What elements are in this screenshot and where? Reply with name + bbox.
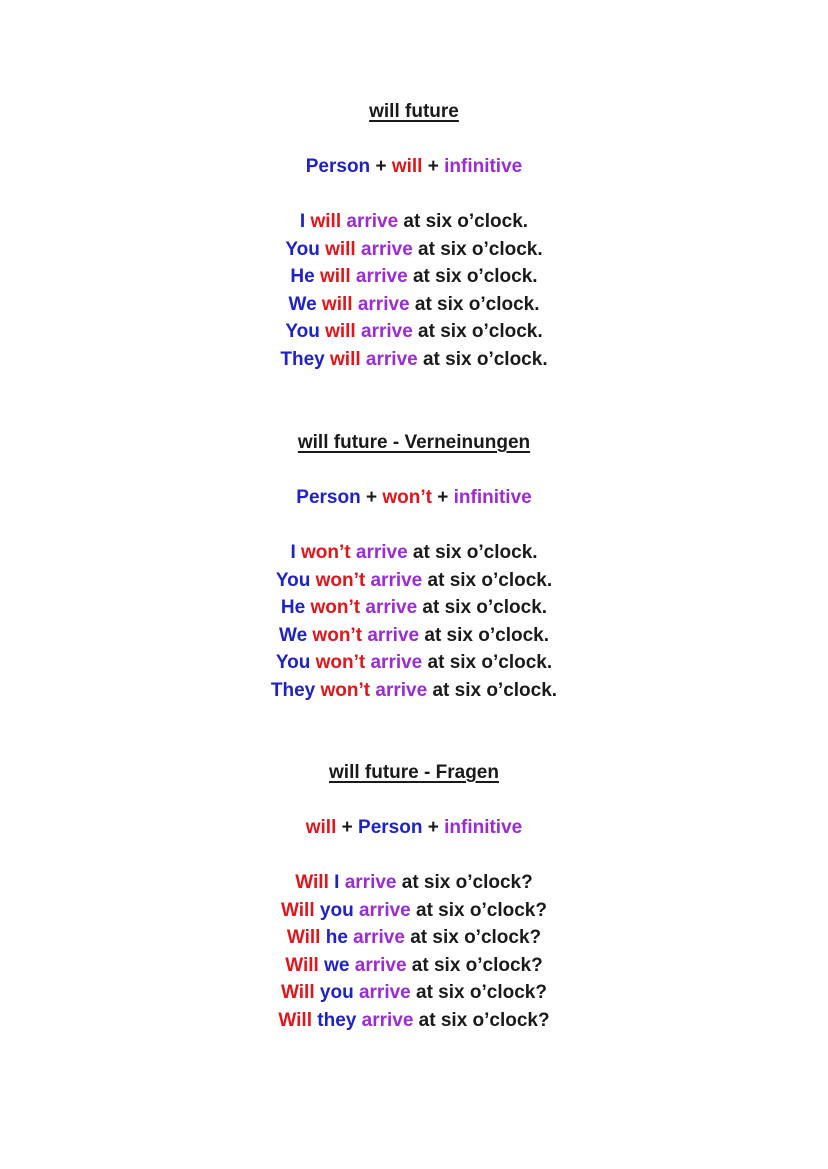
formula-line <box>0 817 828 839</box>
formula-segment: won’t <box>382 487 432 508</box>
section-heading: will future <box>369 101 459 122</box>
sentence-part: They <box>270 679 316 701</box>
sentence-part: arrive <box>356 1009 414 1031</box>
formula-segment: + <box>422 817 445 838</box>
sentence-part: He <box>290 266 315 287</box>
example-sentence <box>0 927 828 955</box>
example-sentence <box>0 211 828 239</box>
formula-segment: infinitive <box>453 487 532 508</box>
sentence-part: Will <box>286 927 321 948</box>
section-heading: will future - Verneinungen <box>297 432 531 453</box>
sentence-part: at six o’clock. <box>427 679 558 701</box>
formula-segment: + <box>422 156 445 177</box>
formula-line <box>0 487 828 509</box>
sentence-part: at six o’clock. <box>407 266 538 287</box>
formula-segment: infinitive <box>444 156 523 177</box>
sentence-part: arrive <box>365 652 423 673</box>
formula-segment: will <box>391 156 423 177</box>
sentence-part: will <box>305 211 342 232</box>
sentence-part: You <box>285 321 320 342</box>
example-sentence <box>0 625 828 653</box>
sentence-part: they <box>311 1009 357 1031</box>
sentence-part: arrive <box>370 679 428 701</box>
example-sentence <box>0 321 828 349</box>
sentence-part: will <box>324 348 361 370</box>
sentence-part: arrive <box>360 348 418 370</box>
sentence-part: arrive <box>350 542 408 563</box>
sentence-part: at six o’clock? <box>396 872 533 893</box>
formula-segment: + <box>370 156 392 177</box>
sentence-part: won’t <box>295 542 351 563</box>
example-sentence <box>0 570 828 598</box>
example-sentence <box>0 542 828 570</box>
section-heading: will future - Fragen <box>329 762 499 783</box>
sentence-part: will <box>319 321 356 342</box>
sentence-part: I <box>290 542 296 563</box>
section-will-future <box>0 101 828 376</box>
example-sentence <box>0 900 828 928</box>
sentence-part: will <box>314 266 351 287</box>
sentence-part: You <box>275 652 311 673</box>
sentence-part: at six o’clock. <box>419 624 549 646</box>
sentence-part: arrive <box>352 293 410 315</box>
sentence-part: at six o’clock. <box>417 348 548 370</box>
sentence-part: Will <box>278 1009 312 1031</box>
formula-segment: will <box>305 817 337 838</box>
sentence-part: Will <box>281 982 315 1003</box>
formula-segment: + <box>431 487 454 508</box>
example-sentence <box>0 652 828 680</box>
formula-line <box>0 156 828 178</box>
sentence-part: Will <box>285 954 319 976</box>
example-sentence <box>0 982 828 1010</box>
sentence-part: arrive <box>353 899 411 921</box>
example-sentence <box>0 955 828 983</box>
sentence-part: at six o’clock? <box>406 954 543 976</box>
sentence-part: won’t <box>315 679 371 701</box>
formula-segment: + <box>360 487 383 508</box>
sentence-part: arrive <box>353 982 411 1003</box>
sentence-part: at six o’clock. <box>422 652 553 673</box>
example-sentence <box>0 1010 828 1038</box>
sentence-part: you <box>314 899 354 921</box>
example-sentence <box>0 872 828 900</box>
sentence-part: at six o’clock? <box>404 927 542 948</box>
sentence-part: will <box>319 238 356 260</box>
section-will-future-negation <box>0 432 828 707</box>
sentence-part: at six o’clock? <box>410 899 547 921</box>
sentence-part: at six o’clock. <box>412 238 543 260</box>
sentence-part: at six o’clock. <box>417 597 548 618</box>
sentence-part: arrive <box>341 211 399 232</box>
sentence-part: won’t <box>310 652 366 673</box>
sentence-part: won’t <box>307 624 363 646</box>
example-list <box>0 872 828 1037</box>
sentence-part: I <box>299 211 306 232</box>
sentence-part: at six o’clock? <box>410 982 547 1003</box>
example-sentence <box>0 266 828 294</box>
sentence-part: we <box>318 954 350 976</box>
sentence-part: at six o’clock. <box>412 321 543 342</box>
example-sentence <box>0 680 828 708</box>
sentence-part: You <box>275 569 311 591</box>
sentence-part: You <box>285 238 320 260</box>
sentence-part: arrive <box>360 597 418 618</box>
sentence-part: you <box>314 982 354 1003</box>
sentence-part: at six o’clock. <box>422 569 553 591</box>
example-sentence <box>0 294 828 322</box>
sentence-part: arrive <box>339 872 397 893</box>
sentence-part: arrive <box>355 321 413 342</box>
sentence-part: won’t <box>305 597 361 618</box>
sentence-part: he <box>320 927 348 948</box>
sentence-part: arrive <box>350 266 408 287</box>
sentence-part: We <box>288 293 317 315</box>
formula-segment: Person <box>358 817 423 838</box>
sentence-part: arrive <box>355 238 413 260</box>
example-sentence <box>0 597 828 625</box>
sentence-part: won’t <box>310 569 366 591</box>
sentence-part: will <box>316 293 353 315</box>
sentence-part: at six o’clock? <box>413 1009 550 1031</box>
section-will-future-questions <box>0 762 828 1037</box>
sentence-part: He <box>280 597 306 618</box>
example-list <box>0 542 828 707</box>
sentence-part: arrive <box>349 954 407 976</box>
sentence-part: We <box>278 624 308 646</box>
sentence-part: arrive <box>365 569 423 591</box>
formula-segment: infinitive <box>444 817 523 838</box>
sentence-part: at six o’clock. <box>409 293 540 315</box>
example-sentence <box>0 349 828 377</box>
example-sentence <box>0 239 828 267</box>
example-list <box>0 211 828 376</box>
sentence-part: Will <box>281 899 315 921</box>
sentence-part: arrive <box>347 927 405 948</box>
sentence-part: I <box>328 872 340 893</box>
sentence-part: Will <box>295 872 329 893</box>
formula-segment: Person <box>296 487 361 508</box>
sentence-part: at six o’clock. <box>398 211 529 232</box>
sentence-part: They <box>280 348 325 370</box>
sentence-part: at six o’clock. <box>407 542 538 563</box>
sentence-part: arrive <box>362 624 420 646</box>
formula-segment: Person <box>305 156 371 177</box>
formula-segment: + <box>336 817 359 838</box>
